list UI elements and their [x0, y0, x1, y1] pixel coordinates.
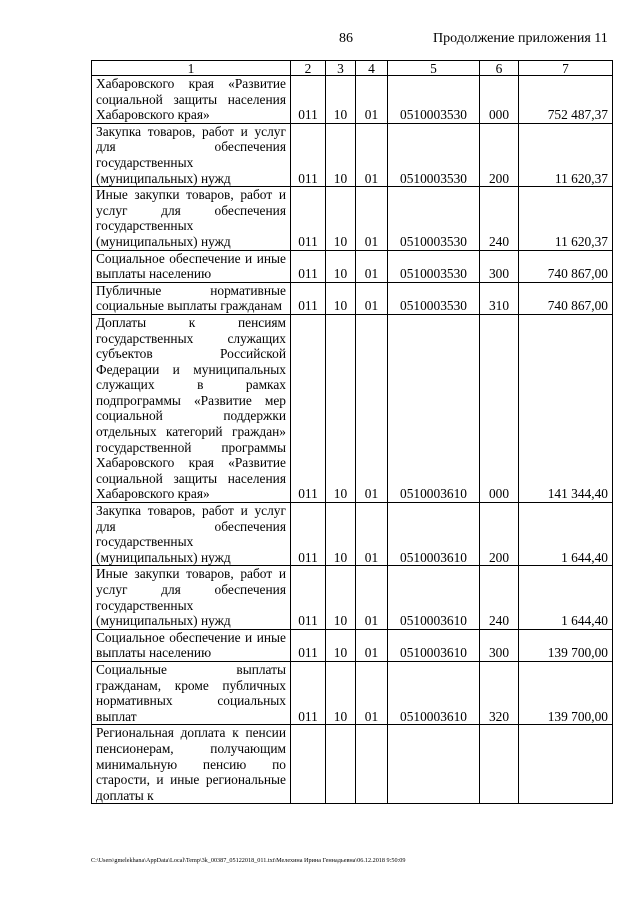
row-code-cell: 0510003610: [388, 503, 480, 566]
row-code-cell: 01: [356, 282, 388, 314]
row-code-cell: 0510003610: [388, 314, 480, 502]
column-header: 3: [326, 61, 356, 76]
row-name-cell: Хабаровского края «Развитие социальной защиты населения Хабаровского края»: [92, 76, 291, 124]
row-code-cell: 10: [326, 503, 356, 566]
row-amount-cell: 139 700,00: [519, 661, 613, 724]
row-code-cell: 10: [326, 123, 356, 186]
column-header: 6: [480, 61, 519, 76]
row-code-cell: [326, 725, 356, 804]
row-code-cell: 011: [291, 503, 326, 566]
row-code-cell: [291, 725, 326, 804]
table-row: [92, 314, 613, 502]
row-code-cell: 10: [326, 566, 356, 629]
row-code-cell: 01: [356, 566, 388, 629]
row-amount-cell: 11 620,37: [519, 187, 613, 250]
row-code-cell: 10: [326, 629, 356, 661]
row-name-cell: Публичные нормативные социальные выплаты гражданам: [92, 282, 291, 314]
row-name-cell: Социальное обеспечение и иные выплаты населению: [92, 250, 291, 282]
table-header-row: [92, 61, 613, 76]
row-name-cell: Закупка товаров, работ и услуг для обеспечения государственных (муниципальных) нужд: [92, 503, 291, 566]
row-code-cell: 011: [291, 250, 326, 282]
row-amount-cell: 1 644,40: [519, 566, 613, 629]
row-code-cell: 320: [480, 661, 519, 724]
column-header: 5: [388, 61, 480, 76]
row-code-cell: 0510003530: [388, 250, 480, 282]
row-code-cell: 240: [480, 187, 519, 250]
row-amount-cell: 1 644,40: [519, 503, 613, 566]
continuation-label: Продолжение приложения 11: [433, 31, 608, 46]
row-code-cell: 01: [356, 629, 388, 661]
row-amount-cell: 740 867,00: [519, 250, 613, 282]
table-row: [92, 503, 613, 566]
row-code-cell: 01: [356, 250, 388, 282]
column-header: 2: [291, 61, 326, 76]
row-name-cell: Иные закупки товаров, работ и услуг для обеспечения государственных (муниципальных) нужд: [92, 566, 291, 629]
row-name-cell: Закупка товаров, работ и услуг для обеспечения государственных (муниципальных) нужд: [92, 123, 291, 186]
row-code-cell: 011: [291, 629, 326, 661]
row-code-cell: 011: [291, 123, 326, 186]
table-row: [92, 661, 613, 724]
row-amount-cell: [519, 725, 613, 804]
row-code-cell: 01: [356, 661, 388, 724]
table-row: [92, 250, 613, 282]
row-code-cell: 10: [326, 314, 356, 502]
row-amount-cell: 752 487,37: [519, 76, 613, 124]
table-row: [92, 76, 613, 124]
row-name-cell: Социальные выплаты гражданам, кроме публичных нормативных социальных выплат: [92, 661, 291, 724]
row-code-cell: 01: [356, 503, 388, 566]
row-code-cell: 011: [291, 314, 326, 502]
row-code-cell: 0510003530: [388, 123, 480, 186]
row-code-cell: 310: [480, 282, 519, 314]
row-name-cell: Доплаты к пенсиям государственных служащих субъектов Российской Федерации и муниципальных служащих в рамках подпрограммы «Развитие мер социальной поддержки отдельных категорий граждан» государственной программы Хабаровского края «Развитие социальной защиты населения Хабаровского края»: [92, 314, 291, 502]
row-code-cell: 000: [480, 76, 519, 124]
row-code-cell: 300: [480, 250, 519, 282]
row-amount-cell: 11 620,37: [519, 123, 613, 186]
table-row: [92, 187, 613, 250]
row-name-cell: Иные закупки товаров, работ и услуг для обеспечения государственных (муниципальных) нужд: [92, 187, 291, 250]
row-code-cell: 0510003610: [388, 661, 480, 724]
row-code-cell: 10: [326, 250, 356, 282]
row-code-cell: 01: [356, 187, 388, 250]
table-row: [92, 566, 613, 629]
row-code-cell: 10: [326, 282, 356, 314]
column-header: 7: [519, 61, 613, 76]
column-header: 4: [356, 61, 388, 76]
row-code-cell: 0510003610: [388, 566, 480, 629]
row-code-cell: 01: [356, 123, 388, 186]
row-amount-cell: 139 700,00: [519, 629, 613, 661]
table-row: [92, 629, 613, 661]
row-amount-cell: 141 344,40: [519, 314, 613, 502]
row-amount-cell: 740 867,00: [519, 282, 613, 314]
row-code-cell: 200: [480, 503, 519, 566]
row-code-cell: 200: [480, 123, 519, 186]
row-code-cell: 0510003530: [388, 187, 480, 250]
row-code-cell: 240: [480, 566, 519, 629]
row-code-cell: 0510003610: [388, 629, 480, 661]
row-code-cell: 011: [291, 187, 326, 250]
page-number: 86: [339, 31, 353, 46]
row-code-cell: 01: [356, 314, 388, 502]
row-code-cell: 01: [356, 76, 388, 124]
footer-file-path: C:\Users\gmelekhana\AppData\Local\Temp\3k_00387_05122018_011.txt\Мелехина Ирина Геннадьевна\06.12.2018 9:50:09: [91, 857, 406, 864]
row-code-cell: 10: [326, 187, 356, 250]
row-code-cell: 011: [291, 282, 326, 314]
budget-table: [91, 60, 613, 804]
row-name-cell: Социальное обеспечение и иные выплаты населению: [92, 629, 291, 661]
row-name-cell: Региональная доплата к пенсии пенсионерам, получающим минимальную пенсию по старости, и иные региональные доплаты к: [92, 725, 291, 804]
row-code-cell: 300: [480, 629, 519, 661]
row-code-cell: 011: [291, 661, 326, 724]
table-row: [92, 123, 613, 186]
row-code-cell: [480, 725, 519, 804]
row-code-cell: [356, 725, 388, 804]
column-header: 1: [92, 61, 291, 76]
row-code-cell: 10: [326, 661, 356, 724]
row-code-cell: 011: [291, 76, 326, 124]
table-row: [92, 725, 613, 804]
table-row: [92, 282, 613, 314]
row-code-cell: 0510003530: [388, 76, 480, 124]
row-code-cell: 011: [291, 566, 326, 629]
row-code-cell: 0510003530: [388, 282, 480, 314]
row-code-cell: [388, 725, 480, 804]
row-code-cell: 000: [480, 314, 519, 502]
row-code-cell: 10: [326, 76, 356, 124]
